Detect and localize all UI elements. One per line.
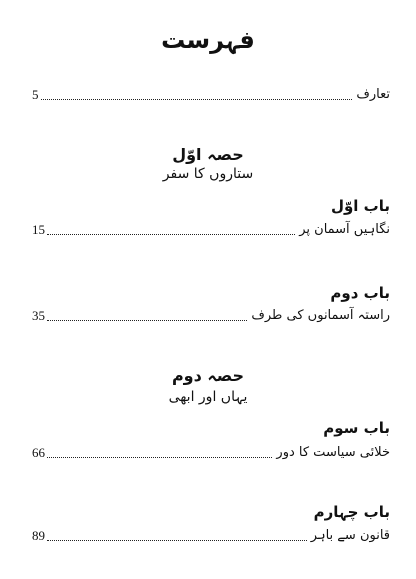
part-subtitle: ستاروں کا سفر xyxy=(162,166,254,182)
part-subtitle: یہاں اور ابھی xyxy=(168,389,248,405)
entry-page-number: 35 xyxy=(32,308,45,323)
entry-page-number: 15 xyxy=(32,222,45,237)
entry-page-number: 66 xyxy=(32,445,45,460)
dot-leader xyxy=(47,539,307,541)
toc-entry-chapter-3[interactable] xyxy=(32,442,390,462)
chapter-heading: باب دوم xyxy=(330,284,390,302)
entry-page-number: 5 xyxy=(32,87,39,102)
entry-title: تعارف xyxy=(356,87,390,102)
chapter-heading: باب اوّل xyxy=(330,197,390,215)
entry-title: قانون سے باہر xyxy=(310,528,390,543)
dot-leader xyxy=(41,98,353,100)
entry-title: راستہ آسمانوں کی طرف xyxy=(251,308,390,323)
dot-leader xyxy=(47,233,295,235)
entry-page-number: 89 xyxy=(32,528,45,543)
part-heading: حصہ اوّل xyxy=(172,145,244,164)
dot-leader xyxy=(47,319,247,321)
toc-entry-chapter-2[interactable] xyxy=(32,305,390,325)
page-title: فہرست xyxy=(161,26,255,54)
toc-entry-chapter-4[interactable] xyxy=(32,525,390,545)
dot-leader xyxy=(47,456,272,458)
toc-entry-intro[interactable] xyxy=(32,84,390,104)
entry-title: خلائی سیاست کا دور xyxy=(276,445,390,460)
chapter-heading: باب چہارم xyxy=(313,503,390,521)
chapter-heading: باب سوم xyxy=(323,419,390,437)
toc-entry-chapter-1[interactable] xyxy=(32,219,390,239)
entry-title: نگاہیں آسمان پر xyxy=(299,222,390,237)
part-heading: حصہ دوم xyxy=(171,366,245,385)
